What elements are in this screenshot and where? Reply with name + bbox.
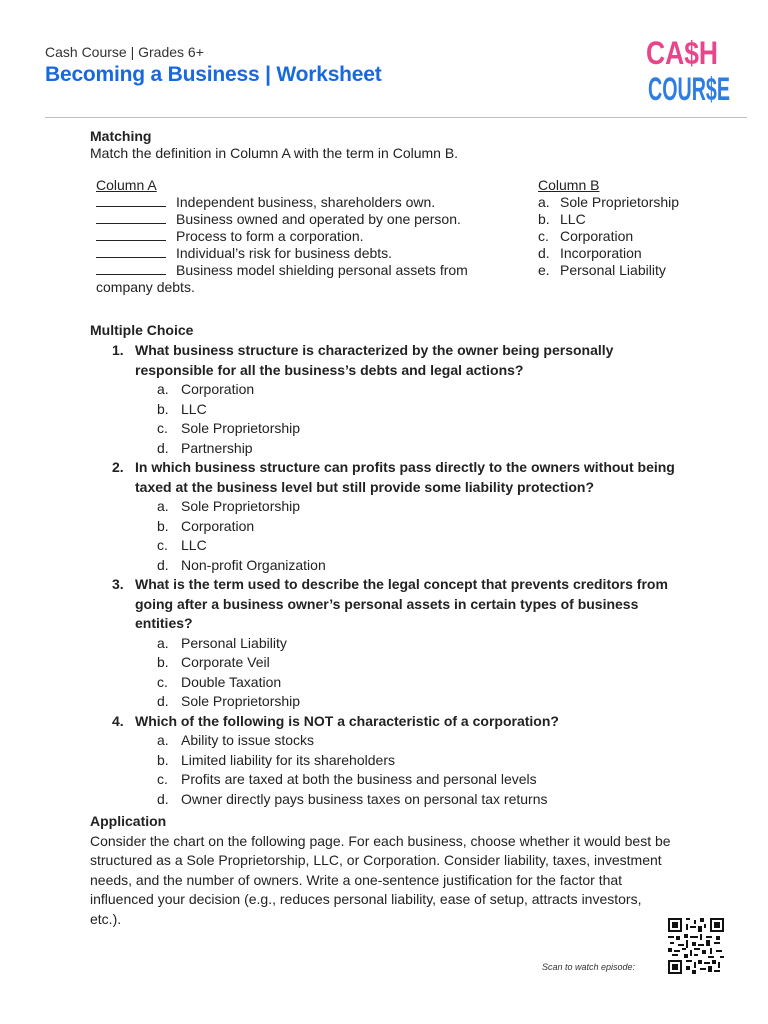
matching-instructions: Match the definition in Column A with the term in Column B. [90,145,459,161]
application-title: Application [90,813,167,829]
course-line: Cash Course | Grades 6+ [45,44,204,60]
option[interactable]: d. Sole Proprietorship [157,693,301,709]
answer-blank[interactable] [96,228,166,241]
column-a-row: Business model shielding personal assets from [96,262,506,279]
logo-line-2: COUR$E [648,71,730,106]
option[interactable]: a. Ability to issue stocks [157,732,315,748]
answer-blank[interactable] [96,211,166,224]
column-a-row: Process to form a corporation. [96,228,506,245]
column-a-row: Business owned and operated by one person. [96,211,506,228]
application-section [90,812,675,929]
column-a-row: Individual’s risk for business debts. [96,245,506,262]
column-a-row-wrap: company debts. [96,279,195,295]
question-1-options [90,380,690,458]
option[interactable]: b. Corporate Veil [157,654,270,670]
question-4: 4. Which of the following is NOT a characteristic of a corporation? [112,712,559,729]
qr-code-icon[interactable] [668,918,724,974]
question-3: 3. What is the term used to describe the legal concept that prevents creditors from going after a business owner’s personal assets in certain types of business entities? [112,576,668,631]
answer-blank[interactable] [96,194,166,207]
question-4-options [90,731,690,809]
question-2-options [90,497,690,575]
option[interactable]: d. Owner directly pays business taxes on personal tax returns [157,790,548,807]
option[interactable]: c. LLC [157,537,207,553]
page-title: Becoming a Business | Worksheet [45,63,382,86]
column-a-row: Independent business, shareholders own. [96,194,506,211]
cash-course-logo [644,30,732,106]
option[interactable]: c. Double Taxation [157,673,282,690]
option[interactable]: b. Corporation [157,517,255,534]
column-b-item: b. LLC [538,211,586,227]
column-b-item: d. Incorporation [538,245,642,261]
option[interactable]: a. Sole Proprietorship [157,498,301,514]
option[interactable]: d. Non-profit Organization [157,556,326,573]
column-a-header: Column A [96,177,157,193]
answer-blank[interactable] [96,245,166,258]
option[interactable]: b. Limited liability for its shareholders [157,751,395,768]
scan-label: Scan to watch episode: [542,962,636,972]
question-2: 2. In which business structure can profits pass directly to the owners without being taxed at the business level but still provide some liability protection? [112,459,675,495]
application-text: Consider the chart on the following page. For each business, choose whether it would best be structured as a Sole Proprietorship, LLC, or Corporation. Consider liability, taxes, investment needs, and the number of owners. Write a one-sentence justification for the factor that influenced your decision (e.g., reduces personal liability, ease of setup, attracts investors, etc.). [90,832,671,927]
multiple-choice-section [90,322,690,809]
header [45,44,382,87]
column-b [538,177,738,279]
question-1: 1. What business structure is characterized by the owner being personally responsible for all the business’s debts and legal actions? [112,342,614,378]
logo-line-1: CA$H [646,35,718,71]
column-b-item: a. Sole Proprietorship [538,194,680,210]
column-b-header: Column B [538,177,600,193]
question-3-options [90,634,690,712]
option[interactable]: a. Corporation [157,381,255,397]
column-a [96,177,506,296]
option[interactable]: c. Sole Proprietorship [157,420,301,436]
answer-blank[interactable] [96,262,166,275]
option[interactable]: c. Profits are taxed at both the business and personal levels [157,771,537,787]
matching-title: Matching [90,128,152,144]
option[interactable]: a. Personal Liability [157,634,287,651]
column-b-item: e. Personal Liability [538,262,666,278]
column-b-item: c. Corporation [538,228,634,244]
option[interactable]: b. LLC [157,400,207,417]
matching-section [90,128,690,162]
multiple-choice-title: Multiple Choice [90,322,194,338]
header-divider [45,117,747,118]
option[interactable]: d. Partnership [157,439,253,456]
